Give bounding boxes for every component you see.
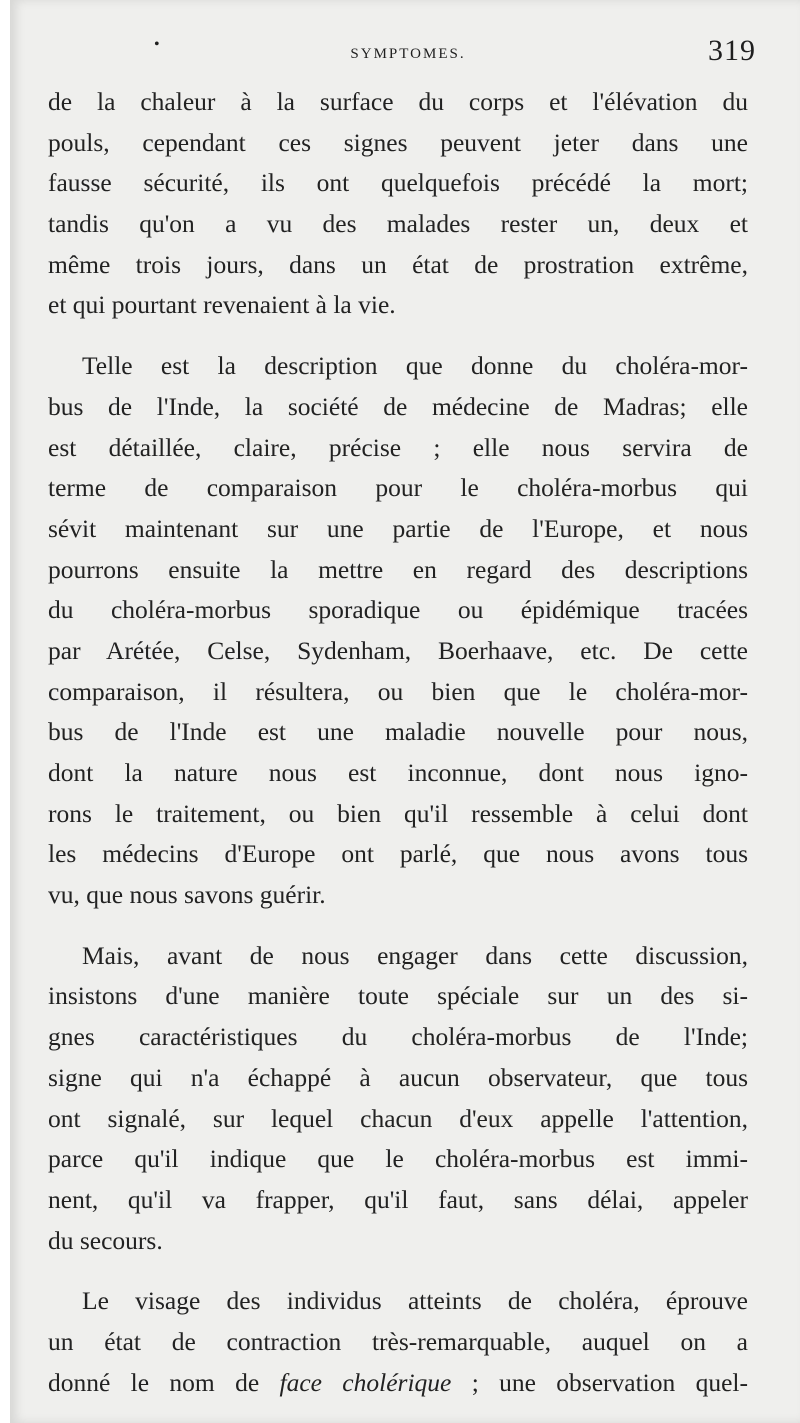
text-line: tandis qu'on a vu des malades rester un, deux et: [48, 209, 748, 239]
text-line: insistons d'une manière toute spéciale sur un des si-: [48, 981, 748, 1011]
text-line: par Arétée, Celse, Sydenham, Boerhaave, etc. De cette: [48, 635, 748, 665]
text-line: terme de comparaison pour le choléra-morbus qui: [48, 473, 748, 503]
text-line: du choléra-morbus sporadique ou épidémique tracées: [48, 595, 748, 625]
text-line: nent, qu'il va frapper, qu'il faut, sans délai, appeler: [48, 1184, 748, 1214]
text-line-mixed: [48, 1363, 748, 1404]
text-line: Telle est la description que donne du choléra-mor-: [82, 351, 748, 381]
text-line: sévit maintenant sur une partie de l'Europe, et nous: [48, 513, 748, 543]
paragraph-2: [48, 346, 748, 916]
text-line: même trois jours, dans un état de prostration extrême,: [48, 249, 748, 279]
text-run: ; une observation quel-: [451, 1367, 748, 1397]
text-line: pouls, cependant ces signes peuvent jeter dans une: [48, 127, 748, 157]
text-line: rons le traitement, ou bien qu'il ressemble à celui dont: [48, 798, 748, 828]
text-line: de la chaleur à la surface du corps et l'élévation du: [48, 87, 748, 116]
running-title: SYMPTOMES.: [350, 46, 466, 62]
paragraph-1: [48, 82, 748, 326]
text-line: est détaillée, claire, précise ; elle nous servira de: [48, 432, 748, 462]
text-line: bus de l'Inde, la société de médecine de Madras; elle: [48, 391, 748, 421]
text-line: Mais, avant de nous engager dans cette discussion,: [82, 940, 748, 970]
text-line: fausse sécurité, ils ont quelquefois précédé la mort;: [48, 168, 748, 198]
text-line: Le visage des individus atteints de choléra, éprouve: [82, 1286, 748, 1316]
header-dot: •: [154, 36, 160, 53]
text-line: bus de l'Inde est une maladie nouvelle pour nous,: [48, 717, 748, 747]
body-text: [48, 82, 748, 1403]
text-line: parce qu'il indique que le choléra-morbus est immi-: [48, 1144, 748, 1174]
italic-term: face cholérique: [279, 1367, 452, 1397]
text-line: comparaison, il résultera, ou bien que le choléra-mor-: [48, 676, 748, 706]
page-number: 319: [708, 34, 756, 67]
text-line: vu, que nous savons guérir.: [48, 880, 326, 910]
text-line: signe qui n'a échappé à aucun observateur, que tous: [48, 1062, 748, 1092]
text-line: et qui pourtant revenaient à la vie.: [48, 290, 396, 320]
text-line: un état de contraction très-remarquable, auquel on a: [48, 1326, 748, 1356]
page-gutter: [0, 0, 10, 1423]
paragraph-3: [48, 936, 748, 1262]
text-line: pourrons ensuite la mettre en regard des descriptions: [48, 554, 748, 584]
text-line: gnes caractéristiques du choléra-morbus de l'Inde;: [48, 1022, 748, 1052]
text-line: du secours.: [48, 1225, 163, 1255]
text-line: ont signalé, sur lequel chacun d'eux appelle l'attention,: [48, 1103, 748, 1133]
text-run: donné le nom de: [48, 1367, 280, 1397]
running-header: [58, 30, 758, 70]
paragraph-4: [48, 1281, 748, 1403]
text-line: dont la nature nous est inconnue, dont nous igno-: [48, 758, 748, 787]
text-line: les médecins d'Europe ont parlé, que nous avons tous: [48, 839, 748, 869]
